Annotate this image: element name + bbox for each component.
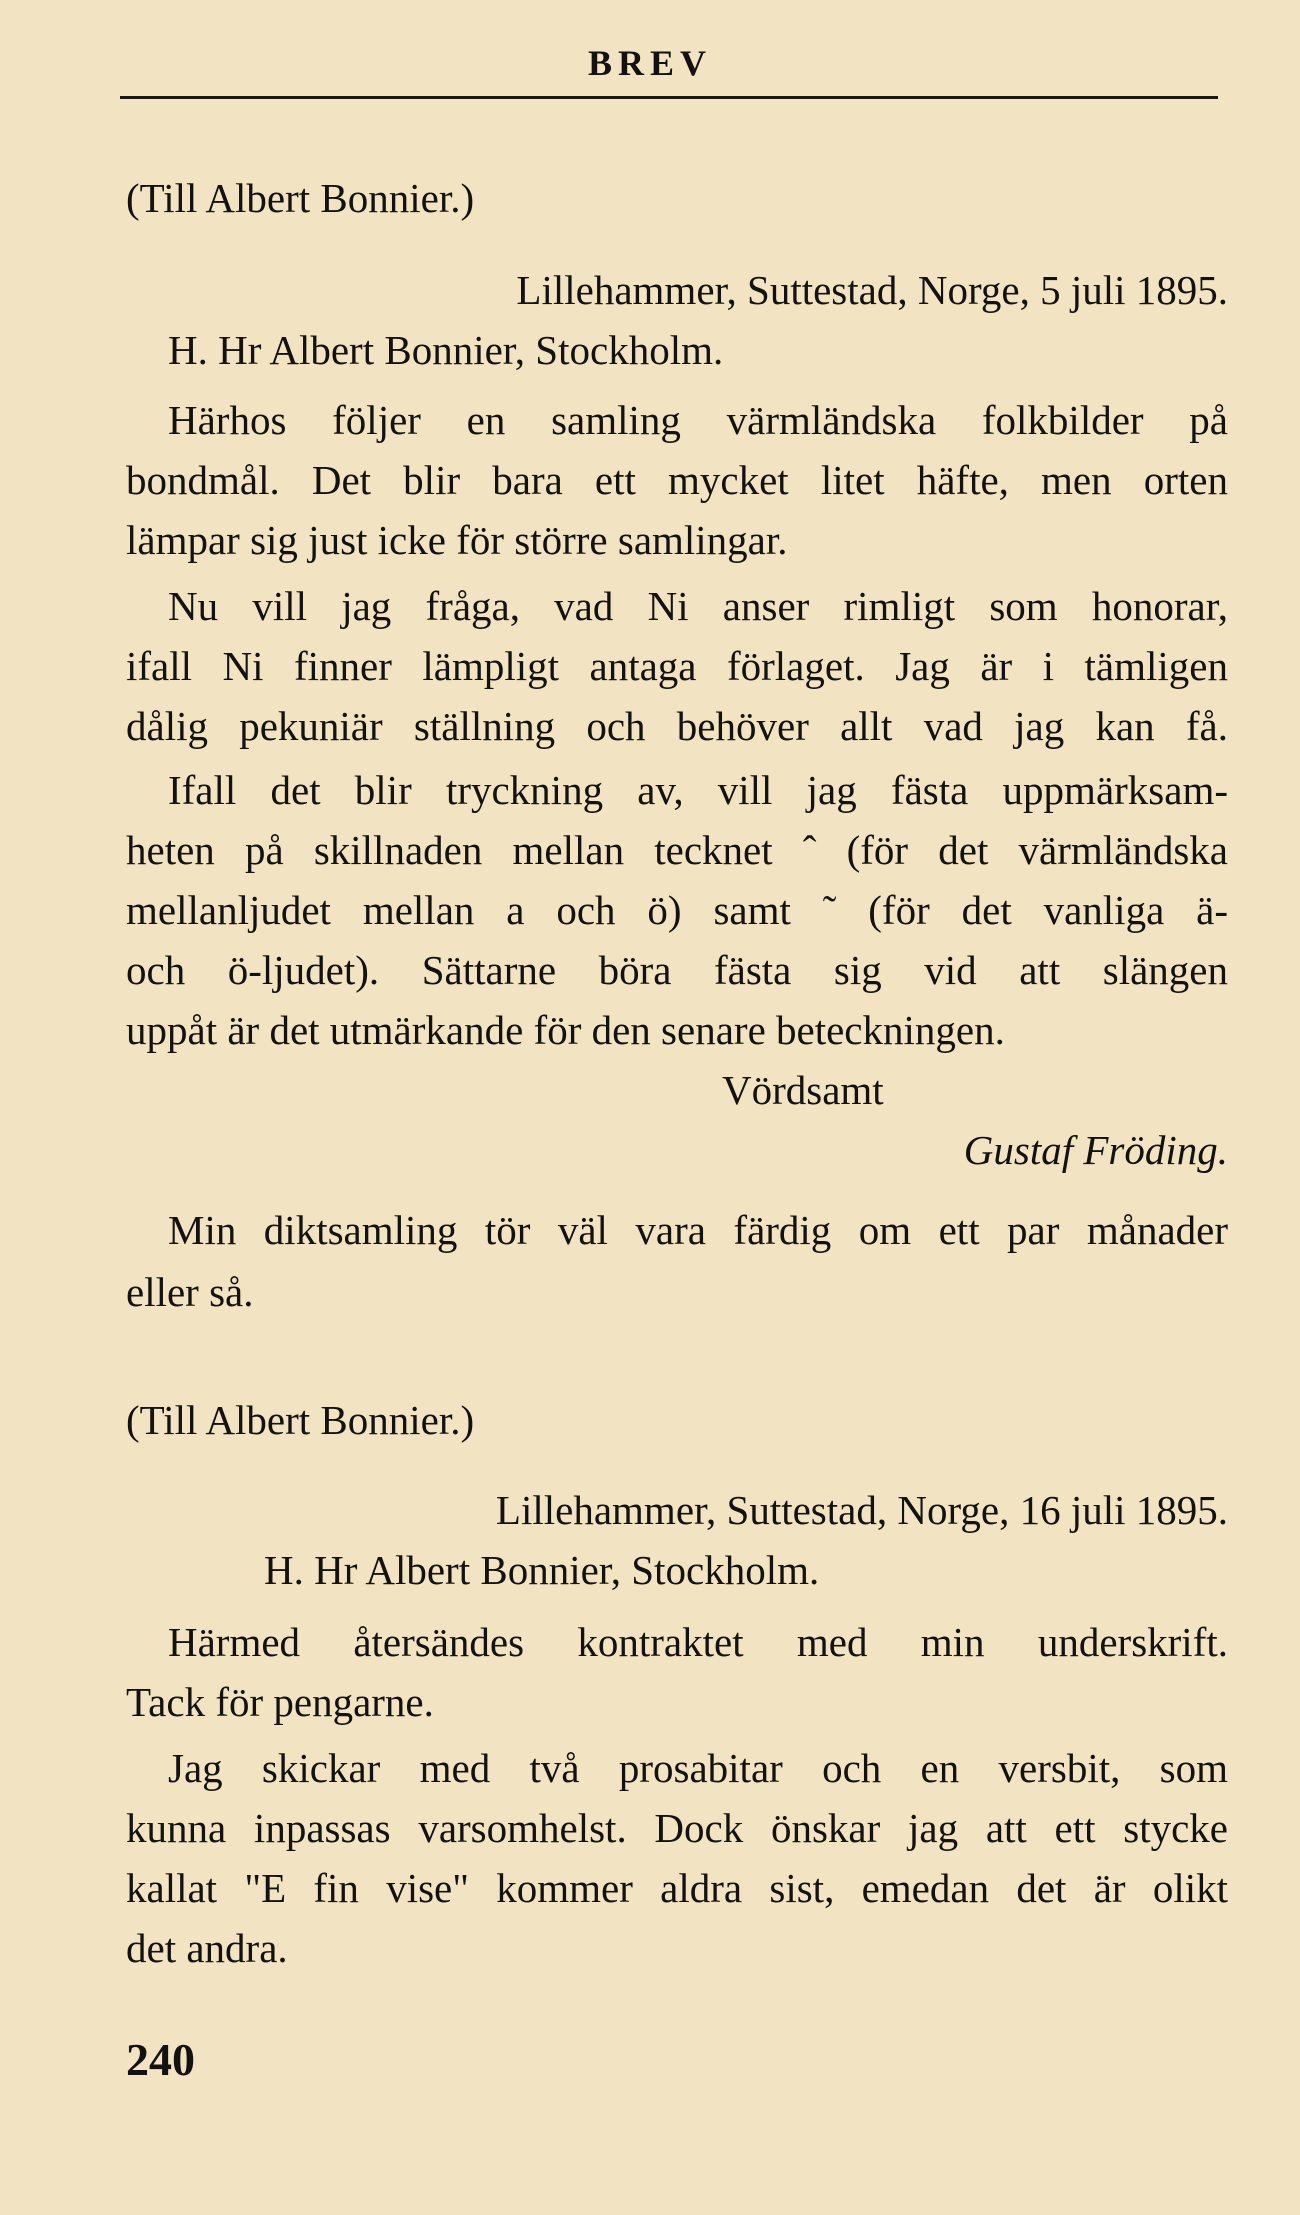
header-rule <box>120 96 1218 99</box>
letter1-body-line: och ö-ljudet). Sättarne böra fästa sig vid att slängen <box>126 947 1228 993</box>
letter2-salutation: H. Hr Albert Bonnier, Stockholm. <box>264 1547 820 1593</box>
letter1-body-line: dålig pekuniär ställning och behöver allt vad jag kan få. <box>126 703 1228 749</box>
running-header: BREV <box>587 43 713 83</box>
letter1-postscript-line: eller så. <box>126 1269 254 1315</box>
letter1-place-date: Lillehammer, Suttestad, Norge, 5 juli 1895. <box>516 267 1228 313</box>
letter2-body-line: det andra. <box>126 1925 288 1971</box>
letter1-closing: Vördsamt <box>722 1067 884 1113</box>
page-number: 240 <box>126 2034 195 2085</box>
letter2-body-line: Tack för pengarne. <box>126 1679 434 1725</box>
letter2-body-line: kallat "E fin vise" kommer aldra sist, emedan det är olikt <box>126 1865 1228 1911</box>
letter1-body-line: uppåt är det utmärkande för den senare beteckningen. <box>126 1007 1005 1053</box>
letter1-body-line: heten på skillnaden mellan tecknet ˆ (för det värmländska <box>126 827 1228 873</box>
letter2-body-line: Härmed återsändes kontraktet med min underskrift. <box>168 1619 1228 1665</box>
letter1-body-line: mellanljudet mellan a och ö) samt ˜ (för det vanliga ä- <box>126 887 1228 933</box>
letter1-body-line: Härhos följer en samling värmländska folkbilder på <box>168 397 1228 443</box>
letter1-body-line: bondmål. Det blir bara ett mycket litet häfte, men orten <box>126 457 1228 503</box>
letter1-recipient: (Till Albert Bonnier.) <box>126 175 475 221</box>
letter1-postscript-line: Min diktsamling tör väl vara färdig om ett par månader <box>168 1207 1228 1253</box>
letter1-body-line: ifall Ni finner lämpligt antaga förlaget. Jag är i tämligen <box>126 643 1228 689</box>
letter1-salutation: H. Hr Albert Bonnier, Stockholm. <box>168 327 724 373</box>
letter2-place-date: Lillehammer, Suttestad, Norge, 16 juli 1895. <box>495 1487 1228 1533</box>
letter1-body-line: lämpar sig just icke för större samlingar. <box>126 517 788 563</box>
letter2-body-line: Jag skickar med två prosabitar och en versbit, som <box>168 1745 1228 1791</box>
letter1-body-line: Ifall det blir tryckning av, vill jag fästa uppmärksam- <box>168 767 1228 813</box>
letter2-recipient: (Till Albert Bonnier.) <box>126 1397 475 1443</box>
letter1-body-line: Nu vill jag fråga, vad Ni anser rimligt som honorar, <box>168 583 1228 629</box>
letter2-body-line: kunna inpassas varsomhelst. Dock önskar jag att ett stycke <box>126 1805 1228 1851</box>
letter1-signature: Gustaf Fröding. <box>963 1127 1228 1173</box>
